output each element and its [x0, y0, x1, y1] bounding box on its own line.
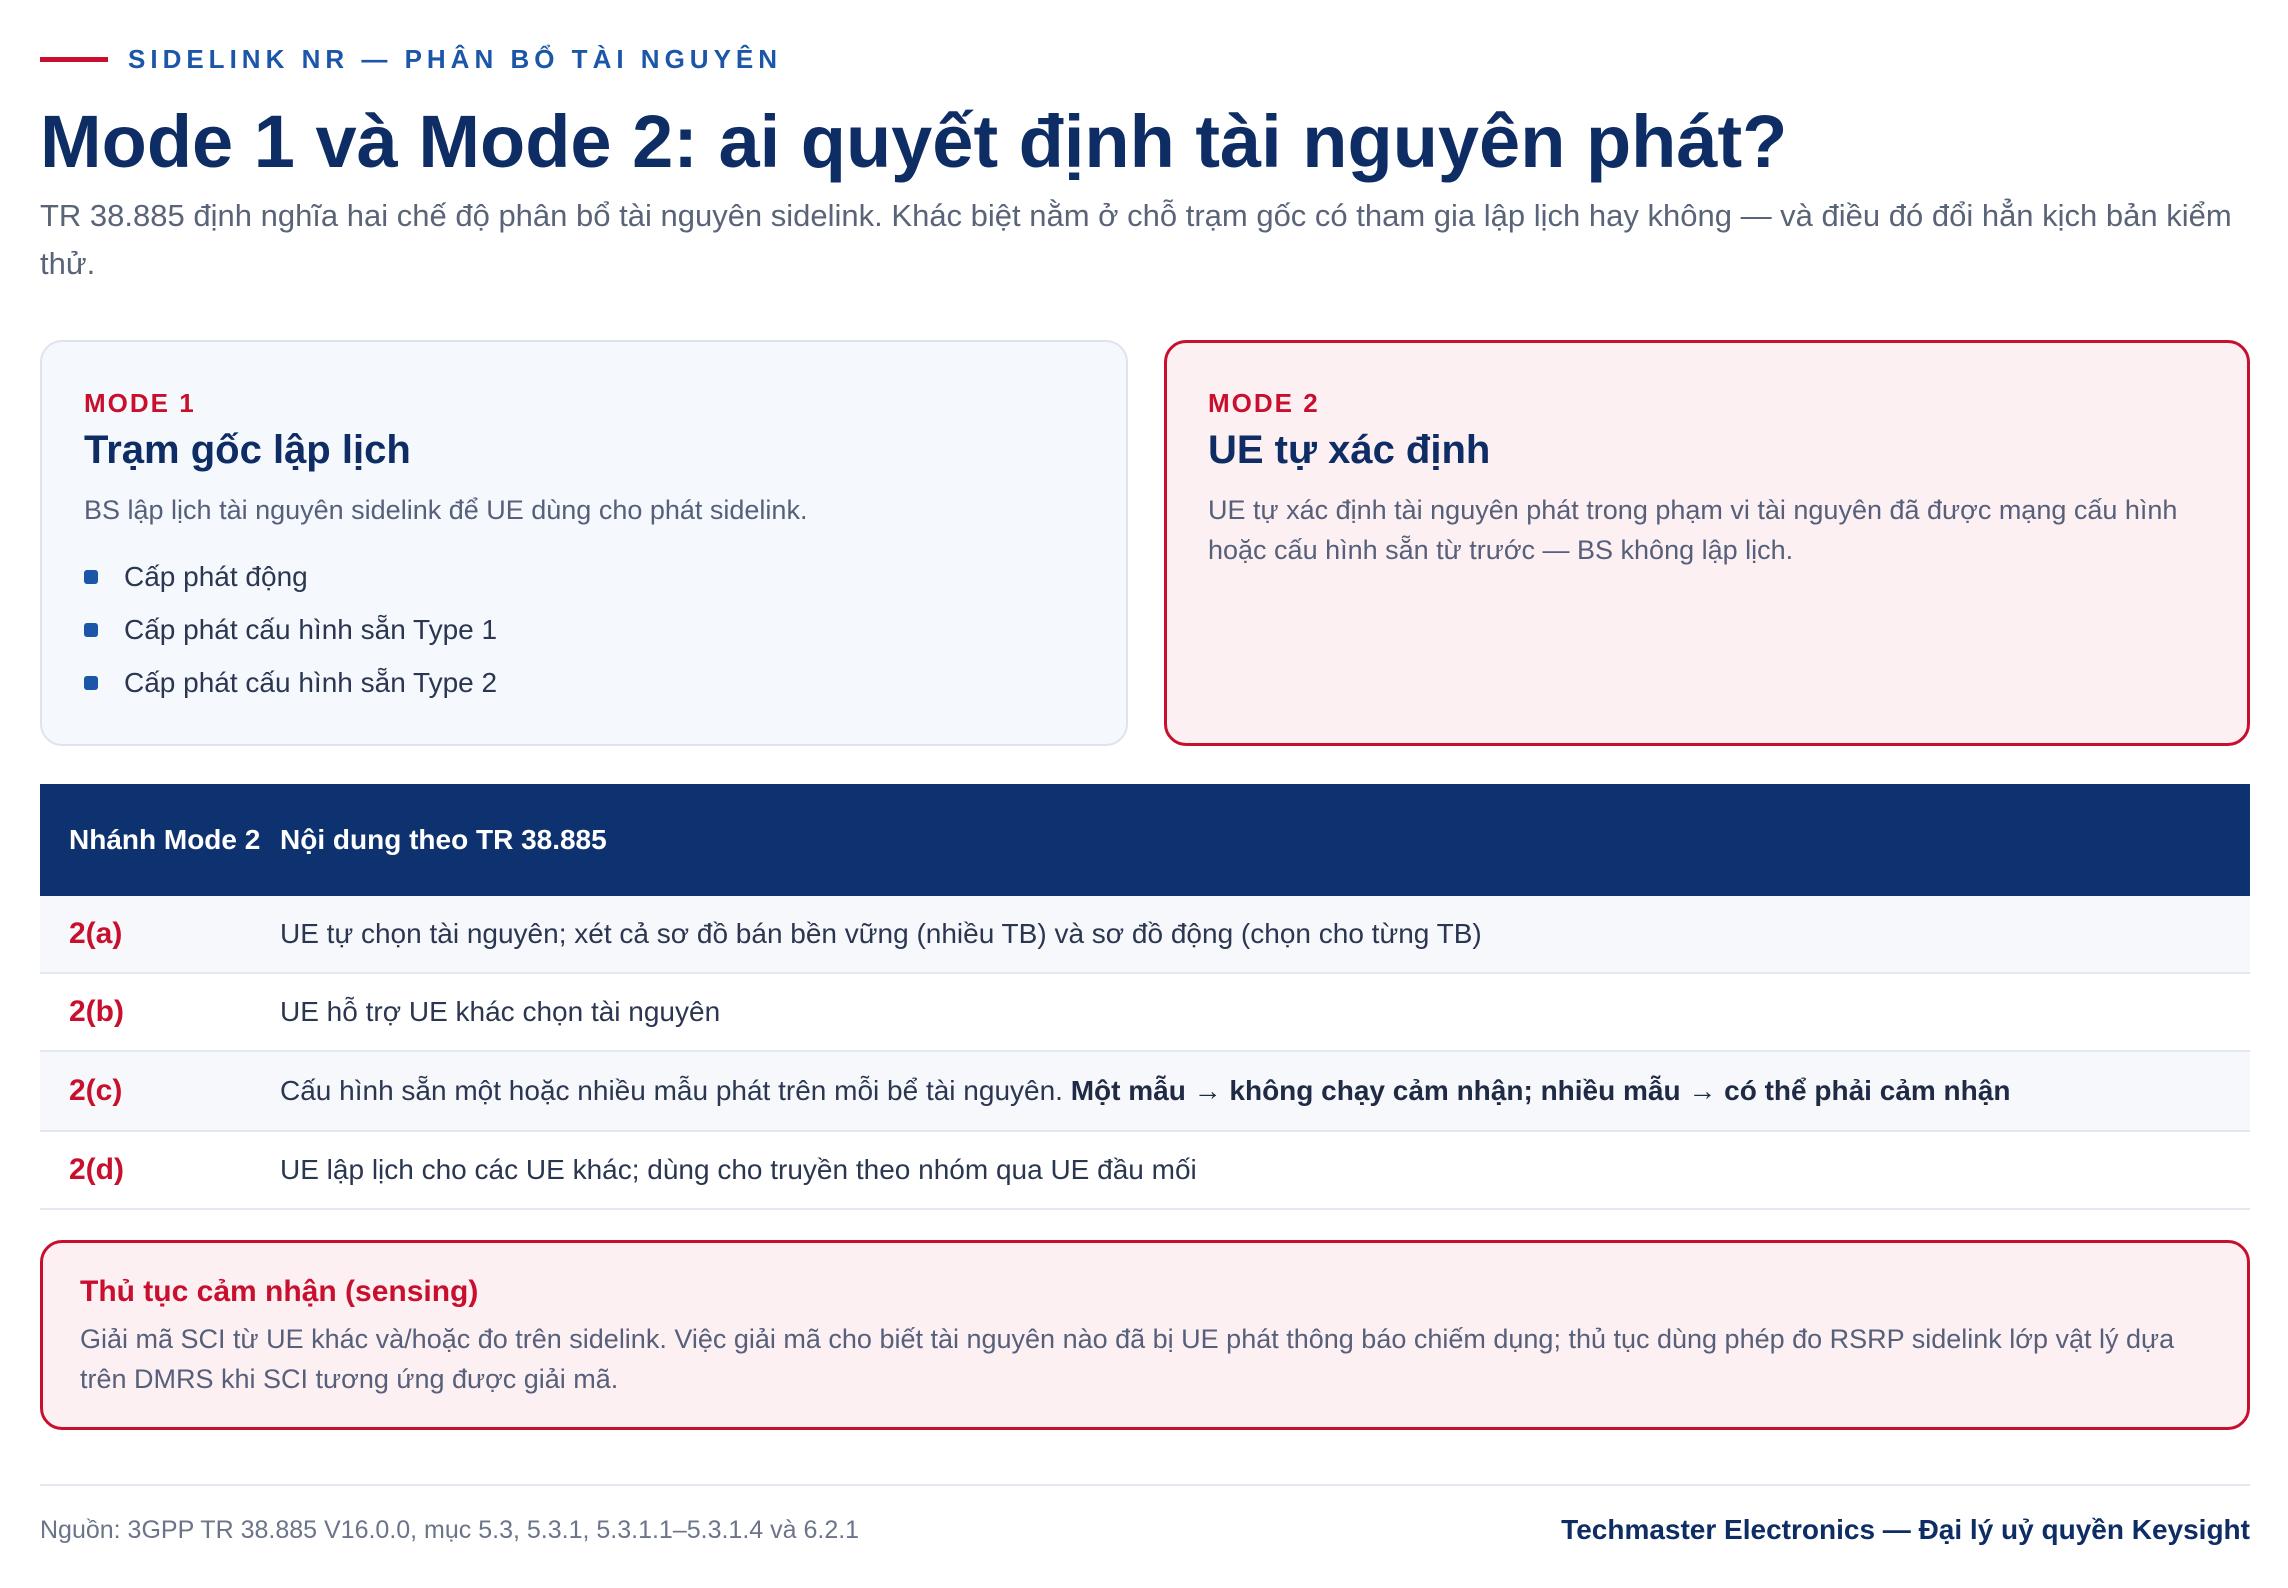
mode1-list: [84, 550, 497, 709]
page-subtitle: TR 38.885 định nghĩa hai chế độ phân bổ tài nguyên sidelink. Khác biệt nằm ở chỗ trạm gốc có tham gia lập lịch hay không — và điều đó đổi hẳn kịch bản kiểm thử.: [40, 198, 2232, 281]
mode1-description: BS lập lịch tài nguyên sidelink để UE dùng cho phát sidelink.: [84, 495, 808, 525]
bullet-square-icon: [84, 570, 98, 584]
mode2-card: [1164, 340, 2250, 746]
mode2-description: UE tự xác định tài nguyên phát trong phạm vi tài nguyên đã được mạng cấu hình hoặc cấu hình sẵn từ trước — BS không lập lịch.: [1208, 495, 2178, 565]
list-item-label: Cấp phát cấu hình sẵn Type 2: [124, 666, 498, 698]
row-branch: 2(d): [69, 1153, 124, 1186]
row-text: [280, 918, 1482, 950]
bullet-square-icon: [84, 623, 98, 637]
header-branch: Nhánh Mode 2: [69, 824, 261, 855]
table-row: [40, 1132, 2250, 1210]
row-text-plain: UE lập lịch cho các UE khác; dùng cho truyền theo nhóm qua UE đầu mối: [280, 1154, 1197, 1185]
eyebrow-accent-bar: [40, 57, 108, 62]
mode1-heading: Trạm gốc lập lịch: [84, 428, 411, 472]
row-text-plain: UE hỗ trợ UE khác chọn tài nguyên: [280, 996, 721, 1027]
table-row: [40, 1052, 2250, 1132]
list-item: [84, 550, 497, 603]
sensing-note: [40, 1240, 2250, 1430]
row-branch: 2(b): [69, 995, 124, 1028]
row-text-plain: Cấu hình sẵn một hoặc nhiều mẫu phát trên mỗi bể tài nguyên.: [280, 1075, 1071, 1106]
row-text: [280, 1154, 1197, 1186]
mode2-branch-table: [40, 784, 2250, 1210]
list-item: [84, 656, 497, 709]
footer-divider: [40, 1484, 2250, 1486]
header-content: Nội dung theo TR 38.885: [280, 824, 607, 855]
row-text: [280, 1075, 2010, 1107]
table-header: [40, 784, 2250, 896]
list-item: [84, 603, 497, 656]
mode2-heading: UE tự xác định: [1208, 428, 1491, 472]
footer-brand: Techmaster Electronics — Đại lý uỷ quyền Keysight: [1561, 1514, 2250, 1545]
row-branch: 2(a): [69, 917, 123, 950]
mode2-tag: MODE 2: [1208, 388, 1320, 418]
mode1-tag: MODE 1: [84, 388, 196, 418]
table-row: [40, 974, 2250, 1052]
eyebrow-label: SIDELINK NR — PHÂN BỔ TÀI NGUYÊN: [128, 44, 783, 74]
bullet-square-icon: [84, 676, 98, 690]
note-title: Thủ tục cảm nhận (sensing): [80, 1275, 479, 1308]
row-text-plain: UE tự chọn tài nguyên; xét cả sơ đồ bán bền vững (nhiều TB) và sơ đồ động (chọn cho từng TB): [280, 918, 1482, 949]
footer-source: Nguồn: 3GPP TR 38.885 V16.0.0, mục 5.3, 5.3.1, 5.3.1.1–5.3.1.4 và 6.2.1: [40, 1516, 860, 1544]
row-text: [280, 996, 720, 1028]
row-branch: 2(c): [69, 1074, 123, 1107]
row-text-bold: Một mẫu → không chạy cảm nhận; nhiều mẫu → có thể phải cảm nhận: [1070, 1075, 2011, 1106]
list-item-label: Cấp phát động: [124, 560, 308, 592]
page-title: Mode 1 và Mode 2: ai quyết định tài nguyên phát?: [40, 100, 1788, 183]
eyebrow: [40, 44, 782, 75]
table-row: [40, 896, 2250, 974]
note-body: Giải mã SCI từ UE khác và/hoặc đo trên sidelink. Việc giải mã cho biết tài nguyên nào đã bị UE phát thông báo chiếm dụng; thủ tục dùng phép đo RSRP sidelink lớp vật lý dựa trên DMRS khi SCI tương ứng được giải mã.: [80, 1324, 2175, 1394]
list-item-label: Cấp phát cấu hình sẵn Type 1: [124, 613, 498, 645]
mode1-card: [40, 340, 1128, 746]
